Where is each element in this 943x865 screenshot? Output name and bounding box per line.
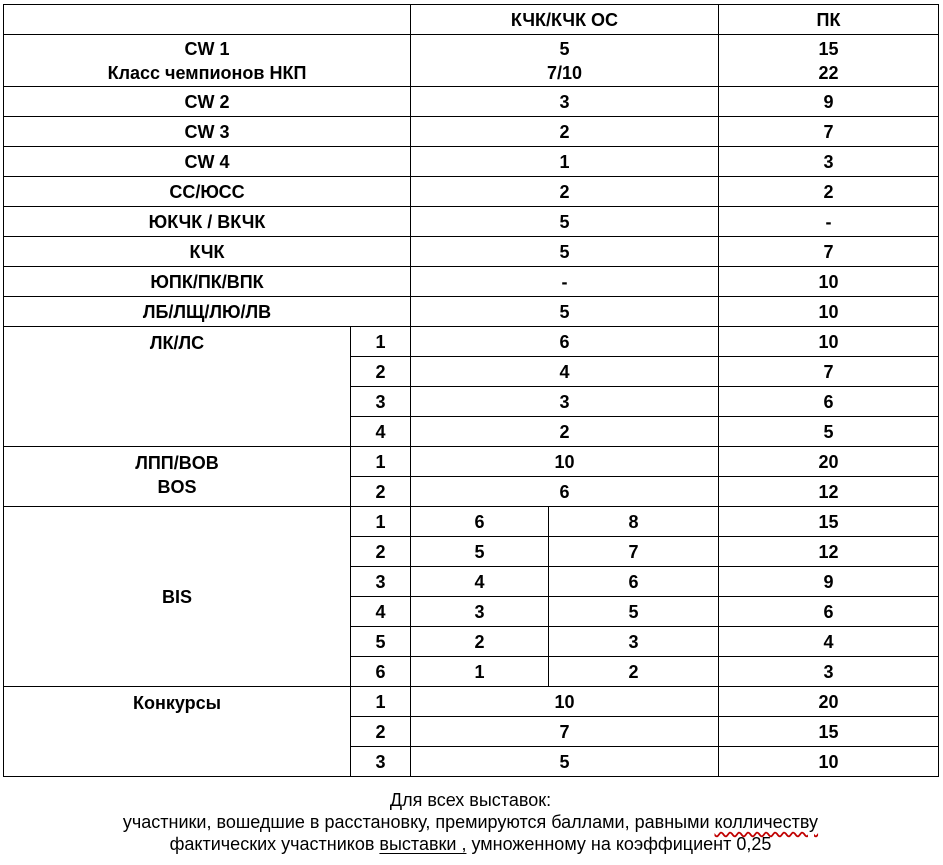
- row-cc: [4, 177, 939, 207]
- kchk-value-2: 7/10: [546, 62, 583, 83]
- pk-cell: 9: [719, 87, 939, 117]
- kchk-cell: -: [411, 267, 719, 297]
- pk-cell: 6: [719, 387, 939, 417]
- group-label-lpp: [4, 447, 351, 507]
- row-cw2: [4, 87, 939, 117]
- bis-a-cell: 1: [411, 657, 549, 687]
- bis-b-cell: 7: [549, 537, 719, 567]
- bis-b-cell: 5: [549, 597, 719, 627]
- pk-cell: 12: [719, 537, 939, 567]
- place-cell: 4: [351, 597, 411, 627]
- pk-cell: 7: [719, 237, 939, 267]
- kchk-cell: 6: [411, 477, 719, 507]
- place-cell: 2: [351, 477, 411, 507]
- header-empty-cell: [4, 5, 411, 35]
- pk-value-2: 22: [818, 62, 839, 83]
- pk-cell: 20: [719, 447, 939, 477]
- bis-a-cell: 3: [411, 597, 549, 627]
- row-label: ЮКЧК / ВКЧК: [4, 207, 411, 237]
- kchk-cell: 6: [411, 327, 719, 357]
- row-cw3: [4, 117, 939, 147]
- pk-cell: 7: [719, 117, 939, 147]
- pk-cell: 10: [719, 267, 939, 297]
- lpp-row: [4, 447, 939, 477]
- pk-cell: 3: [719, 147, 939, 177]
- row-label: CW 4: [4, 147, 411, 177]
- kchk-cell: 10: [411, 687, 719, 717]
- place-cell: 1: [351, 327, 411, 357]
- row-label: ЮПК/ПК/ВПК: [4, 267, 411, 297]
- place-cell: 3: [351, 567, 411, 597]
- kchk-cell: 4: [411, 357, 719, 387]
- kchk-cell: 3: [411, 87, 719, 117]
- kchk-cell: 2: [411, 417, 719, 447]
- place-cell: 3: [351, 387, 411, 417]
- kchk-cell: 2: [411, 117, 719, 147]
- footer-line2-text: участники, вошедшие в расстановку, премируются баллами, равными: [122, 812, 715, 832]
- pk-cell: 7: [719, 357, 939, 387]
- underlined-word: выставки ,: [379, 834, 467, 854]
- group-label-line2: BOS: [157, 477, 197, 497]
- place-cell: 3: [351, 747, 411, 777]
- pk-cell: 4: [719, 627, 939, 657]
- footer-line3-tail: умноженному на коэффициент 0,25: [466, 834, 772, 854]
- row-ukchk: [4, 207, 939, 237]
- bis-a-cell: 6: [411, 507, 549, 537]
- bis-a-cell: 4: [411, 567, 549, 597]
- kchk-cell: 5: [411, 747, 719, 777]
- place-cell: 1: [351, 507, 411, 537]
- bis-a-cell: 2: [411, 627, 549, 657]
- group-label-konkursy: Конкурсы: [4, 687, 351, 777]
- header-kchk: КЧК/КЧК ОС: [411, 5, 719, 35]
- pk-value-1: 15: [818, 38, 839, 59]
- scoring-table: [3, 4, 939, 777]
- pk-cell: 15: [719, 507, 939, 537]
- pk-cell: 15: [719, 717, 939, 747]
- pk-cell: 10: [719, 297, 939, 327]
- row-cw4: [4, 147, 939, 177]
- group-label-bis: BIS: [4, 507, 351, 687]
- group-label-line1: ЛПП/BOB: [135, 453, 219, 473]
- row-kchk: [4, 237, 939, 267]
- place-cell: 5: [351, 627, 411, 657]
- footer-line3-text: фактических участников: [169, 834, 380, 854]
- kchk-cell: 10: [411, 447, 719, 477]
- bis-b-cell: 3: [549, 627, 719, 657]
- place-cell: 6: [351, 657, 411, 687]
- place-cell: 2: [351, 357, 411, 387]
- row-label: CW 3: [4, 117, 411, 147]
- pk-cell: 10: [719, 747, 939, 777]
- kchk-cell: 5: [411, 207, 719, 237]
- pk-cell: 9: [719, 567, 939, 597]
- footer-line3: [3, 833, 938, 855]
- row-cw1: [4, 35, 939, 87]
- bis-b-cell: 2: [549, 657, 719, 687]
- pk-cell: 5: [719, 417, 939, 447]
- group-label-lk: ЛК/ЛС: [4, 327, 351, 447]
- header-pk: ПК: [719, 5, 939, 35]
- place-cell: 1: [351, 447, 411, 477]
- kchk-cell: 1: [411, 147, 719, 177]
- pk-cell: 2: [719, 177, 939, 207]
- row-label-line2: Класс чемпионов НКП: [107, 62, 307, 83]
- place-cell: 1: [351, 687, 411, 717]
- row-label: КЧК: [4, 237, 411, 267]
- place-cell: 2: [351, 717, 411, 747]
- pk-cell: 6: [719, 597, 939, 627]
- header-row: [4, 5, 939, 35]
- pk-cell: 20: [719, 687, 939, 717]
- kchk-cell: 5: [411, 237, 719, 267]
- row-label: СС/ЮСС: [4, 177, 411, 207]
- footer-line1: Для всех выставок:: [389, 790, 552, 810]
- spellcheck-word: колличеству: [714, 812, 819, 832]
- bis-b-cell: 8: [549, 507, 719, 537]
- row-upk: [4, 267, 939, 297]
- lk-row: [4, 327, 939, 357]
- place-cell: 4: [351, 417, 411, 447]
- kchk-value-1: 5: [559, 38, 570, 59]
- footer-note: [3, 789, 938, 855]
- pk-cell: 10: [719, 327, 939, 357]
- kchk-cell: 2: [411, 177, 719, 207]
- kchk-cell: 7: [411, 717, 719, 747]
- kchk-cell: 5: [411, 297, 719, 327]
- row-label: [4, 35, 411, 87]
- pk-cell: 12: [719, 477, 939, 507]
- row-label: ЛБ/ЛЩ/ЛЮ/ЛВ: [4, 297, 411, 327]
- pk-cell: -: [719, 207, 939, 237]
- place-cell: 2: [351, 537, 411, 567]
- footer-line2: [3, 811, 938, 833]
- konkursy-row: [4, 687, 939, 717]
- bis-a-cell: 5: [411, 537, 549, 567]
- bis-b-cell: 6: [549, 567, 719, 597]
- kchk-cell: 3: [411, 387, 719, 417]
- row-lb: [4, 297, 939, 327]
- pk-cell: [719, 35, 939, 87]
- pk-cell: 3: [719, 657, 939, 687]
- row-label-line1: CW 1: [184, 38, 230, 59]
- row-label: CW 2: [4, 87, 411, 117]
- bis-row: [4, 507, 939, 537]
- kchk-cell: [411, 35, 719, 87]
